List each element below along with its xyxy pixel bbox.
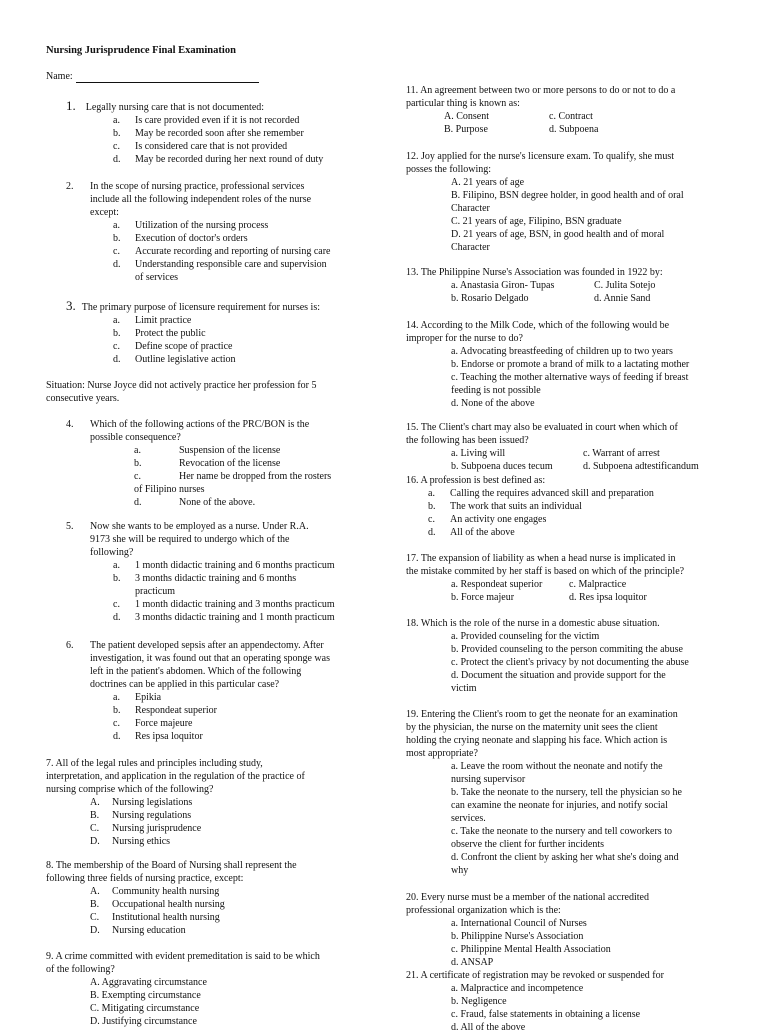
option[interactable]: B. Occupational health nursing (90, 899, 225, 910)
option[interactable]: c. Take the neonate to the nursery and tell coworkers to (451, 826, 672, 837)
question-number: 3. (66, 298, 76, 313)
option-continued: services. (451, 813, 486, 824)
question-13 (406, 266, 726, 305)
option[interactable]: C. 21 years of age, Filipino, BSN graduate (451, 216, 622, 227)
name-field[interactable] (46, 70, 259, 83)
name-label: Name: (46, 71, 73, 82)
question-number: 2. (66, 181, 74, 192)
option[interactable]: A. Nursing legislations (90, 797, 193, 808)
option[interactable]: d. None of the above (451, 398, 535, 409)
option[interactable]: b. 3 months didactic training and 6 months (113, 573, 297, 584)
option-pair[interactable]: A. Consent c. Contract (444, 111, 593, 122)
question-9 (46, 950, 366, 1028)
option-continued: Character (451, 203, 490, 214)
option-continued: nursing supervisor (451, 774, 526, 785)
option-continued: observe the client for further incidents (451, 839, 604, 850)
option-pair[interactable]: a. Anastasia Giron- Tupas C. Julita Sotejo (451, 280, 656, 291)
question-stem: The primary purpose of licensure requirement for nurses is: (81, 302, 321, 313)
question-15 (406, 421, 726, 473)
question-3 (66, 299, 366, 366)
option-pair[interactable]: B. Purpose d. Subpoena (444, 124, 599, 135)
question-1 (66, 99, 366, 166)
option[interactable]: a. 1 month didactic training and 6 months practicum (113, 560, 335, 571)
option[interactable]: c. Protect the client's privacy by not documenting the abuse (451, 657, 689, 668)
option[interactable]: a. Malpractice and incompetence (451, 983, 584, 994)
option-continued: feeding is not possible (451, 385, 541, 396)
question-4 (66, 418, 366, 509)
question-number: 6. (66, 640, 74, 651)
question-stem: 20. Every nurse must be a member of the national accredited professional organization which is the: (406, 892, 649, 916)
option[interactable]: b. The work that suits an individual (428, 501, 582, 512)
option[interactable]: D. Nursing ethics (90, 836, 171, 847)
option[interactable]: b. Take the neonate to the nursery, tell the physician so he (451, 787, 682, 798)
option-pair[interactable]: b. Subpoena duces tecum d. Subpoena adtestificandum (451, 461, 699, 472)
option[interactable]: b. Execution of doctor's orders (113, 233, 248, 244)
option[interactable]: b. Respondeat superior (113, 705, 217, 716)
option[interactable]: c. Is considered care that is not provided (113, 141, 288, 152)
option[interactable]: d. All of the above (428, 527, 515, 538)
option[interactable]: b. Endorse or promote a brand of milk to a lactating mother (451, 359, 690, 370)
question-stem: 21. A certificate of registration may be revoked or suspended for (406, 970, 664, 981)
option[interactable]: c. Accurate recording and reporting of nursing care (113, 246, 331, 257)
question-16 (406, 474, 726, 539)
question-7 (46, 757, 366, 848)
option[interactable]: d. Confront the client by asking her what she's doing and (451, 852, 679, 863)
option[interactable]: a. Epikia (113, 692, 162, 703)
question-stem: 17. The expansion of liability as when a head nurse is implicated in the mistake commited by her staff is based on which of the principle? (406, 553, 685, 577)
question-stem: Which of the following actions of the PRC/BON is the possible consequence? (90, 419, 310, 443)
option-continued: can examine the neonate for injuries, and notify social (451, 800, 668, 811)
question-number: 1. (66, 98, 76, 113)
option-pair[interactable]: a. Respondeat superior c. Malpractice (451, 579, 627, 590)
option[interactable]: c. An activity one engages (428, 514, 547, 525)
option[interactable]: a. Limit practice (113, 315, 192, 326)
option[interactable]: d. None of the above. (134, 497, 256, 508)
option[interactable]: C. Institutional health nursing (90, 912, 220, 923)
option[interactable]: a. Calling the requires advanced skill and preparation (428, 488, 654, 499)
option[interactable]: c. Her name be dropped from the rosters (134, 471, 332, 482)
option[interactable]: C. Mitigating circumstance (90, 1003, 200, 1014)
question-stem: 11. An agreement between two or more persons to do or not to do a particular thing is known as: (406, 85, 676, 109)
question-stem: 12. Joy applied for the nurse's licensure exam. To qualify, she must posses the following: (406, 151, 674, 175)
option[interactable]: d. Document the situation and provide support for the (451, 670, 666, 681)
option[interactable]: d. 3 months didactic training and 1 month practicum (113, 612, 335, 623)
question-stem: 8. The membership of the Board of Nursing shall represent the following three fields of nursing practice, except: (46, 860, 297, 884)
option[interactable]: a. Leave the room without the neonate and notify the (451, 761, 663, 772)
question-14 (406, 319, 726, 410)
question-stem: Now she wants to be employed as a nurse. Under R.A. 9173 she will be required to undergo which of the following? (90, 521, 309, 558)
option[interactable]: B. Exempting circumstance (90, 990, 201, 1001)
option[interactable]: b. May be recorded soon after she remember (113, 128, 304, 139)
option[interactable]: d. Res ipsa loquitor (113, 731, 203, 742)
option[interactable]: b. Philippine Nurse's Association (451, 931, 584, 942)
option[interactable]: d. ANSAP (451, 957, 494, 968)
option[interactable]: c. 1 month didactic training and 3 months practicum (113, 599, 335, 610)
option-pair[interactable]: b. Rosario Delgado d. Annie Sand (451, 293, 651, 304)
option[interactable]: C. Nursing jurisprudence (90, 823, 202, 834)
option[interactable]: d. Outline legislative action (113, 354, 236, 365)
question-stem: 9. A crime committed with evident premeditation is said to be which of the following? (46, 951, 320, 975)
option[interactable]: c. Define scope of practice (113, 341, 233, 352)
question-5 (66, 520, 366, 624)
option[interactable]: c. Teaching the mother alternative ways of feeding if breast (451, 372, 689, 383)
question-stem: The patient developed sepsis after an appendectomy. After investigation, it was found out that an operating sponge was left in the patient's abdomen. Which of the following doctrines can be applied in this particular case? (90, 640, 330, 690)
option-continued: of Filipino nurses (134, 484, 205, 495)
option[interactable]: a. Is care provided even if it is not recorded (113, 115, 300, 126)
question-stem: In the scope of nursing practice, professional services include all the following independent roles of the nurse except: (90, 181, 312, 218)
option[interactable]: a. Provided counseling for the victim (451, 631, 600, 642)
option[interactable]: b. Provided counseling to the person commiting the abuse (451, 644, 683, 655)
question-8 (46, 859, 366, 937)
question-2 (66, 180, 366, 284)
question-stem: 18. Which is the role of the nurse in a domestic abuse situation. (406, 618, 660, 629)
option-pair[interactable]: b. Force majeur d. Res ipsa loquitor (451, 592, 647, 603)
option[interactable]: A. Community health nursing (90, 886, 220, 897)
option[interactable]: a. Advocating breastfeeding of children up to two years (451, 346, 673, 357)
situation-text: Situation: Nurse Joyce did not actively practice her profession for 5 consecutive years. (46, 380, 317, 404)
option[interactable]: c. Philippine Mental Health Association (451, 944, 611, 955)
question-stem: Legally nursing care that is not documented: (85, 102, 265, 113)
option[interactable]: c. Fraud, false statements in obtaining a license (451, 1009, 641, 1020)
question-stem: 14. According to the Milk Code, which of the following would be improper for the nurse to do? (406, 320, 670, 344)
question-20 (406, 891, 726, 969)
question-stem: 13. The Philippine Nurse's Association was founded in 1922 by: (406, 267, 663, 278)
question-18 (406, 617, 726, 695)
option[interactable]: a. International Council of Nurses (451, 918, 587, 929)
option[interactable]: d. Understanding responsible care and supervision (113, 259, 327, 270)
question-stem: 7. All of the legal rules and principles including study, interpretation, and application in the regulation of the practice of nursing comprise which of the following? (46, 758, 305, 795)
option-pair[interactable]: a. Living will c. Warrant of arrest (451, 448, 660, 459)
option[interactable]: b. Negligence (451, 996, 507, 1007)
question-17 (406, 552, 726, 604)
option[interactable]: d. All of the above (451, 1022, 526, 1033)
question-number: 4. (66, 419, 74, 430)
option[interactable]: b. Revocation of the license (134, 458, 281, 469)
question-stem: 19. Entering the Client's room to get the neonate for an examination by the physician, the nurse on the maternity unit sees the client holding the crying neonate and slapping his face. Which action is most appropriate? (406, 709, 678, 759)
option-continued: practicum (135, 586, 175, 597)
option-continued: why (451, 865, 469, 876)
question-21 (406, 969, 726, 1034)
option[interactable]: a. Utilization of the nursing process (113, 220, 269, 231)
option[interactable]: c. Force majeure (113, 718, 193, 729)
option[interactable]: B. Filipino, BSN degree holder, in good health and of oral (451, 190, 684, 201)
option[interactable]: D. Justifying circumstance (90, 1016, 197, 1027)
question-11 (406, 84, 726, 136)
option[interactable]: A. Aggravating circumstance (90, 977, 207, 988)
option[interactable]: a. Suspension of the license (134, 445, 281, 456)
option[interactable]: D. 21 years of age, BSN, in good health and of moral (451, 229, 665, 240)
option-continued: victim (451, 683, 477, 694)
question-stem: 15. The Client's chart may also be evaluated in court when which of the following has been issued? (406, 422, 678, 446)
question-stem: 16. A profession is best defined as: (406, 475, 546, 486)
option[interactable]: A. 21 years of age (451, 177, 525, 188)
option[interactable]: d. May be recorded during her next round of duty (113, 154, 324, 165)
question-12 (406, 150, 726, 254)
option-continued: Character (451, 242, 490, 253)
option[interactable]: B. Nursing regulations (90, 810, 192, 821)
option-continued: of services (135, 272, 179, 283)
option[interactable]: b. Protect the public (113, 328, 206, 339)
name-blank-line[interactable] (76, 71, 259, 83)
option[interactable]: D. Nursing education (90, 925, 186, 936)
question-19 (406, 708, 726, 877)
question-number: 5. (66, 521, 74, 532)
exam-title: Nursing Jurisprudence Final Examination (46, 45, 236, 56)
question-6 (66, 639, 366, 743)
